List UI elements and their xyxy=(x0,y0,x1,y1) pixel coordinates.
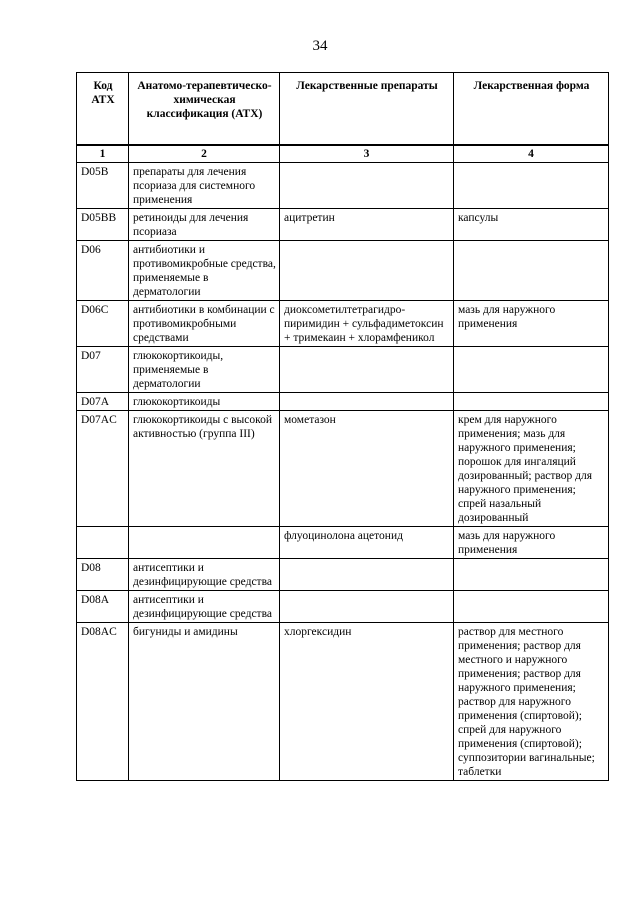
classification-cell: бигуниды и амидины xyxy=(129,623,280,781)
classification-cell: глюкокортикоиды xyxy=(129,393,280,411)
atc-code-cell: D05B xyxy=(77,163,129,209)
table-row xyxy=(77,241,609,301)
table-row xyxy=(77,347,609,393)
atc-code-cell: D07A xyxy=(77,393,129,411)
classification-cell: ретиноиды для лечения псориаза xyxy=(129,209,280,241)
header-atc-classification: Анатомо-терапевтическо-химическая классификация (АТХ) xyxy=(129,73,280,146)
atc-code-cell: D08 xyxy=(77,559,129,591)
dosage-form-cell xyxy=(454,347,609,393)
column-number: 1 xyxy=(77,145,129,163)
atc-code-cell: D06C xyxy=(77,301,129,347)
table-row xyxy=(77,527,609,559)
classification-cell: препараты для лечения псориаза для системного применения xyxy=(129,163,280,209)
dosage-form-cell: мазь для наружного применения xyxy=(454,301,609,347)
drug-cell xyxy=(280,393,454,411)
atc-code-cell: D08A xyxy=(77,591,129,623)
table-row xyxy=(77,411,609,527)
classification-cell: антибиотики в комбинации с противомикробными средствами xyxy=(129,301,280,347)
header-drugs: Лекарственные препараты xyxy=(280,73,454,146)
drug-cell: хлоргексидин xyxy=(280,623,454,781)
header-dosage-form: Лекарственная форма xyxy=(454,73,609,146)
table-body xyxy=(77,163,609,781)
dosage-form-cell xyxy=(454,591,609,623)
dosage-form-cell: капсулы xyxy=(454,209,609,241)
classification-cell: глюкокортикоиды, применяемые в дерматологии xyxy=(129,347,280,393)
column-number: 3 xyxy=(280,145,454,163)
table-row xyxy=(77,301,609,347)
column-number: 2 xyxy=(129,145,280,163)
dosage-form-cell: мазь для наружного применения xyxy=(454,527,609,559)
column-number: 4 xyxy=(454,145,609,163)
table-row xyxy=(77,591,609,623)
atc-code-cell: D08AC xyxy=(77,623,129,781)
table-row xyxy=(77,559,609,591)
drug-cell: мометазон xyxy=(280,411,454,527)
drug-cell xyxy=(280,591,454,623)
drug-cell xyxy=(280,559,454,591)
atc-code-cell: D05BB xyxy=(77,209,129,241)
drug-cell: ацитретин xyxy=(280,209,454,241)
dosage-form-cell: крем для наружного применения; мазь для наружного применения; порошок для ингаляций дозированный; раствор для наружного применения; спрей назальный дозированный xyxy=(454,411,609,527)
classification-cell: антисептики и дезинфицирующие средства xyxy=(129,591,280,623)
classification-cell: антисептики и дезинфицирующие средства xyxy=(129,559,280,591)
drug-classification-table xyxy=(76,72,609,781)
classification-cell: глюкокортикоиды с высокой активностью (группа III) xyxy=(129,411,280,527)
drug-cell: диоксометилтетрагидро-пиримидин + сульфадиметоксин + тримекаин + хлорамфеникол xyxy=(280,301,454,347)
table-row xyxy=(77,623,609,781)
table-row xyxy=(77,163,609,209)
page-number: 34 xyxy=(312,38,328,54)
table-row xyxy=(77,393,609,411)
table-row xyxy=(77,209,609,241)
classification-cell: антибиотики и противомикробные средства, применяемые в дерматологии xyxy=(129,241,280,301)
atc-code-cell: D07 xyxy=(77,347,129,393)
drug-cell xyxy=(280,163,454,209)
header-atc-code: Код АТХ xyxy=(77,73,129,146)
column-number-row xyxy=(77,145,609,163)
dosage-form-cell xyxy=(454,559,609,591)
dosage-form-cell xyxy=(454,393,609,411)
classification-cell xyxy=(129,527,280,559)
atc-code-cell: D06 xyxy=(77,241,129,301)
dosage-form-cell: раствор для местного применения; раствор для местного и наружного применения; раствор для наружного применения; раствор для наружного применения (спиртовой); спрей для наружного применения (спиртовой); суппозитории вагинальные; таблетки xyxy=(454,623,609,781)
drug-cell xyxy=(280,347,454,393)
atc-code-cell xyxy=(77,527,129,559)
drug-cell xyxy=(280,241,454,301)
dosage-form-cell xyxy=(454,241,609,301)
dosage-form-cell xyxy=(454,163,609,209)
atc-code-cell: D07AC xyxy=(77,411,129,527)
drug-cell: флуоцинолона ацетонид xyxy=(280,527,454,559)
table-header-row xyxy=(77,73,609,146)
